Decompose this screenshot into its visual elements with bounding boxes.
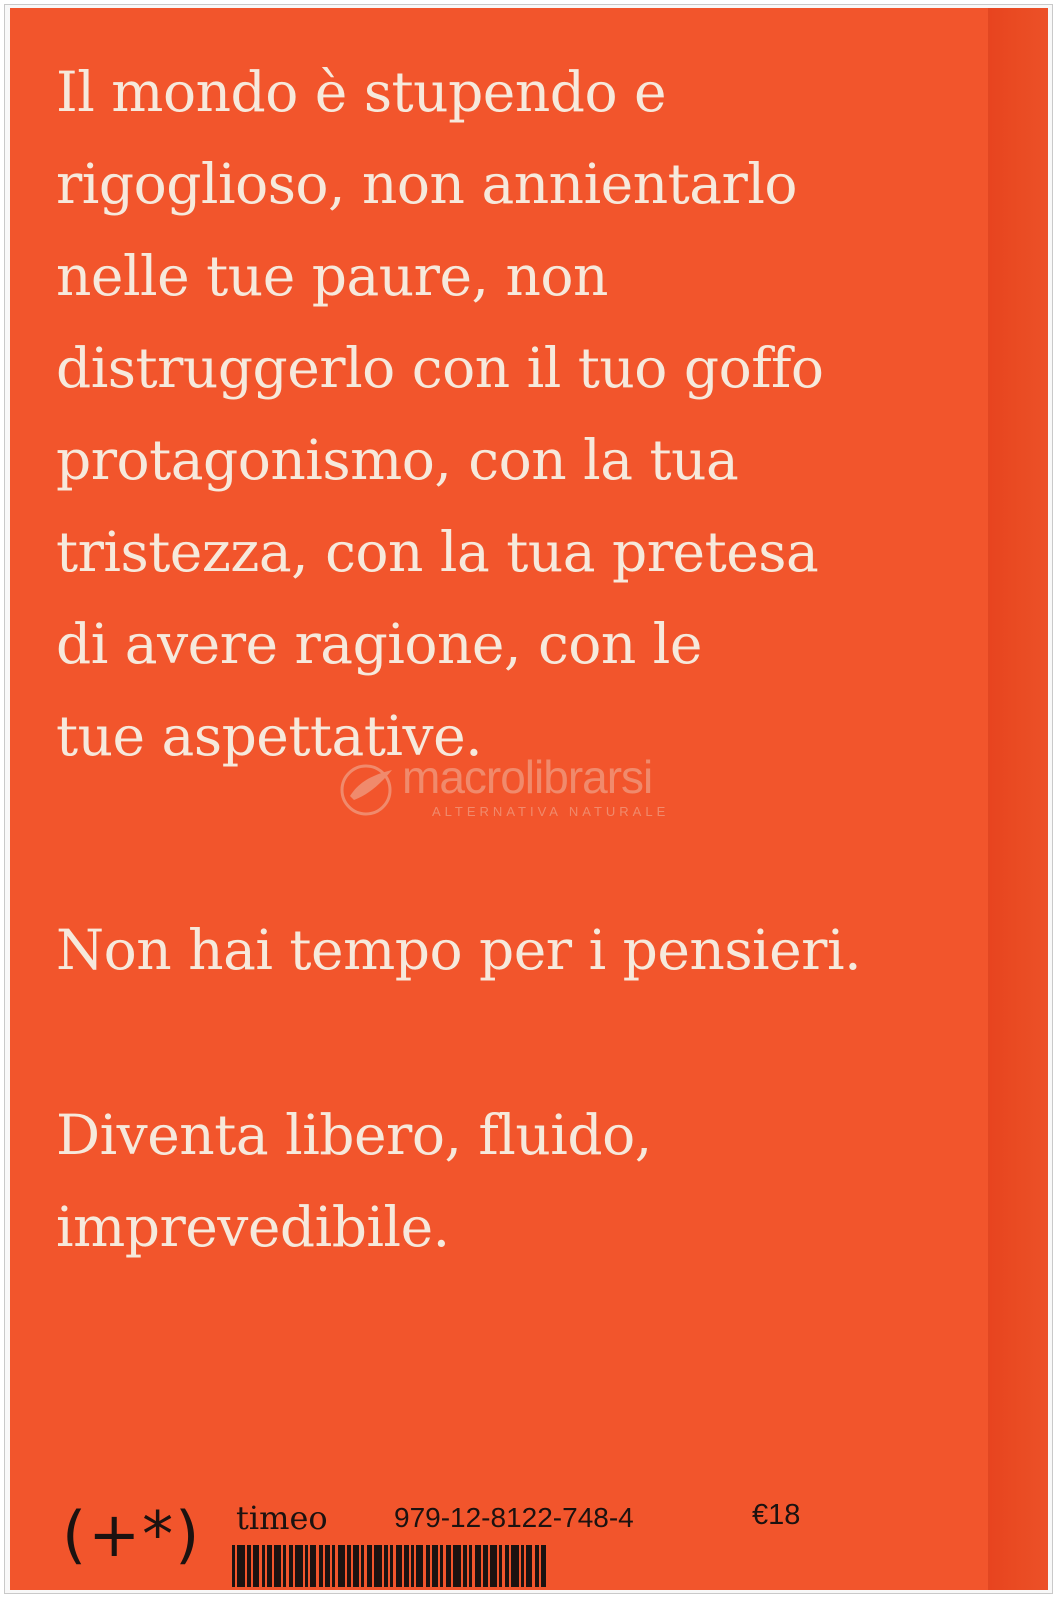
blurb-paragraph-3: Diventa libero, fluido, imprevedibile.	[56, 1103, 652, 1259]
watermark-name: macrolibrarsi	[402, 751, 653, 803]
barcode	[232, 1545, 814, 1587]
price-label: €18	[752, 1499, 801, 1531]
watermark	[336, 751, 736, 834]
leaf-logo-icon	[336, 756, 400, 820]
watermark-tagline: ALTERNATIVA NATURALE	[432, 804, 670, 819]
book-spine	[990, 8, 1048, 1590]
blurb-paragraph-2: Non hai tempo per i pensieri.	[56, 918, 862, 982]
publisher-name: timeo	[236, 1499, 328, 1537]
isbn-number: 979-12-8122-748-4	[394, 1502, 634, 1533]
book-back-cover	[10, 8, 1048, 1590]
blurb-paragraph-1: Il mondo è stupendo e rigoglioso, non annientarlo nelle tue paure, non distruggerlo con il tuo goffo protagonismo, con la tua tristezza, con la tua pretesa di avere ragione, con le tue aspettative.	[56, 60, 824, 768]
publisher-mark: (+*)	[62, 1498, 202, 1571]
